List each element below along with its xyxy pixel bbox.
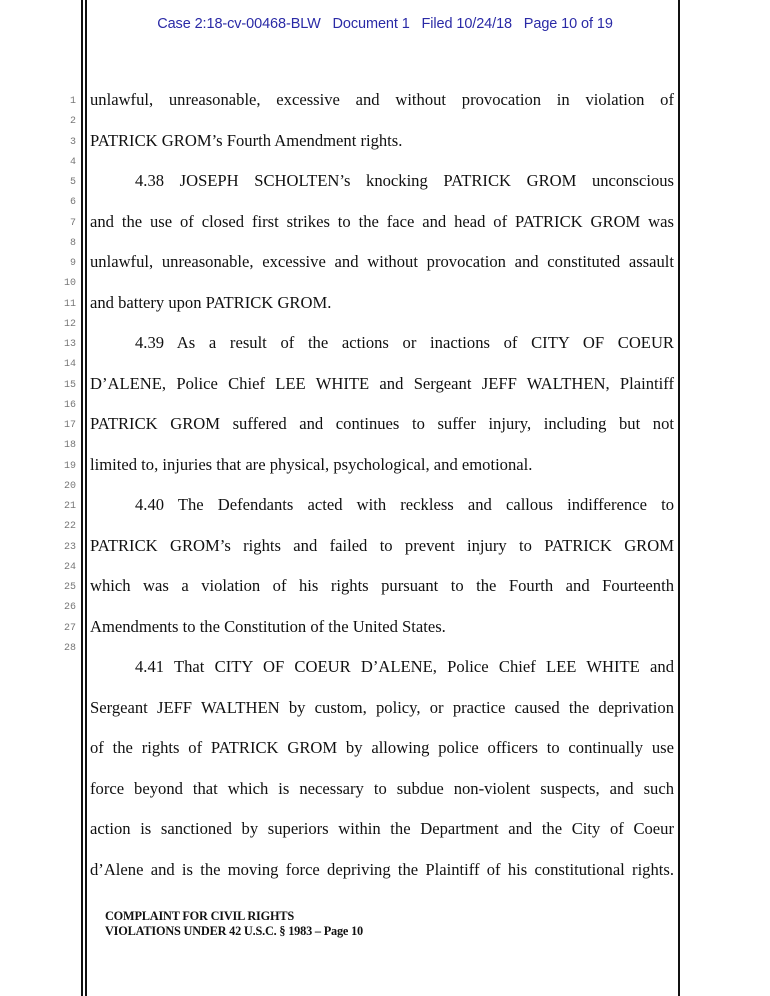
line-number: 21	[63, 501, 76, 512]
line-number: 8	[69, 237, 76, 249]
line-number: 24	[63, 561, 76, 573]
body-text-line: 4.40 The Defendants acted with reckless and callous indifference to	[135, 495, 674, 514]
line-number: 17	[63, 420, 76, 431]
line-number: 2	[69, 116, 76, 128]
body-text-line: Amendments to the Constitution of the United States.	[90, 617, 446, 636]
body-text-line: 4.39 As a result of the actions or inactions of CITY OF COEUR	[135, 333, 674, 352]
line-number: 10	[63, 278, 76, 290]
body-text-line: PATRICK GROM’s rights and failed to prevent injury to PATRICK GROM	[90, 536, 674, 555]
right-margin-rule	[678, 0, 680, 996]
line-number: 23	[63, 541, 76, 553]
line-number: 14	[63, 359, 76, 371]
body-text-line: PATRICK GROM suffered and continues to suffer injury, including but not	[90, 414, 674, 433]
line-number: 20	[63, 480, 76, 492]
body-text-line: Sergeant JEFF WALTHEN by custom, policy, or practice caused the deprivation	[90, 698, 674, 717]
body-text-line: unlawful, unreasonable, excessive and without provocation in violation of	[90, 90, 674, 109]
line-number: 9	[69, 258, 76, 269]
line-number: 28	[63, 642, 76, 654]
line-number: 1	[69, 96, 76, 107]
line-number: 15	[63, 379, 76, 391]
body-text-line: d’Alene and is the moving force depriving the Plaintiff of his constitutional rights.	[90, 860, 674, 879]
line-number: 18	[63, 440, 76, 452]
body-text-line: and battery upon PATRICK GROM.	[90, 293, 332, 312]
line-number: 13	[63, 339, 76, 350]
line-number: 11	[63, 298, 76, 310]
body-text-line: action is sanctioned by superiors within the Department and the City of Coeur	[90, 819, 674, 838]
footer-title-line-2: VIOLATIONS UNDER 42 U.S.C. § 1983 – Page 10	[105, 924, 363, 938]
body-text-line: D’ALENE, Police Chief LEE WHITE and Sergeant JEFF WALTHEN, Plaintiff	[90, 374, 674, 393]
footer-title-line-1: COMPLAINT FOR CIVIL RIGHTS	[105, 909, 294, 923]
line-number: 7	[69, 217, 76, 229]
body-text-line: unlawful, unreasonable, excessive and without provocation and constituted assault	[90, 252, 674, 271]
case-filing-header: Case 2:18-cv-00468-BLW Document 1 Filed 10/24/18 Page 10 of 19	[157, 16, 613, 32]
body-text-line: and the use of closed first strikes to the face and head of PATRICK GROM was	[90, 212, 674, 231]
body-text-line: which was a violation of his rights pursuant to the Fourth and Fourteenth	[90, 576, 674, 595]
line-number: 27	[63, 622, 76, 634]
left-margin-rule-inner	[85, 0, 87, 996]
body-text-line: 4.41 That CITY OF COEUR D’ALENE, Police Chief LEE WHITE and	[135, 657, 674, 676]
line-number: 16	[63, 399, 76, 411]
line-number: 6	[69, 197, 76, 209]
line-number: 22	[63, 521, 76, 533]
body-text-line: 4.38 JOSEPH SCHOLTEN’s knocking PATRICK GROM unconscious	[135, 171, 674, 190]
line-number: 19	[63, 460, 76, 472]
body-text-line: force beyond that which is necessary to subdue non-violent suspects, and such	[90, 779, 674, 798]
line-number: 5	[69, 177, 76, 188]
body-text-line: of the rights of PATRICK GROM by allowing police officers to continually use	[90, 738, 674, 757]
document-footer	[105, 909, 363, 939]
line-number: 12	[63, 318, 76, 330]
body-text-line: PATRICK GROM’s Fourth Amendment rights.	[90, 131, 403, 150]
body-text-line: limited to, injuries that are physical, psychological, and emotional.	[90, 455, 533, 474]
line-number: 25	[63, 582, 76, 593]
line-number: 26	[63, 602, 76, 614]
line-number: 3	[69, 136, 76, 148]
left-margin-rule-outer	[81, 0, 83, 996]
line-number: 4	[69, 156, 76, 168]
